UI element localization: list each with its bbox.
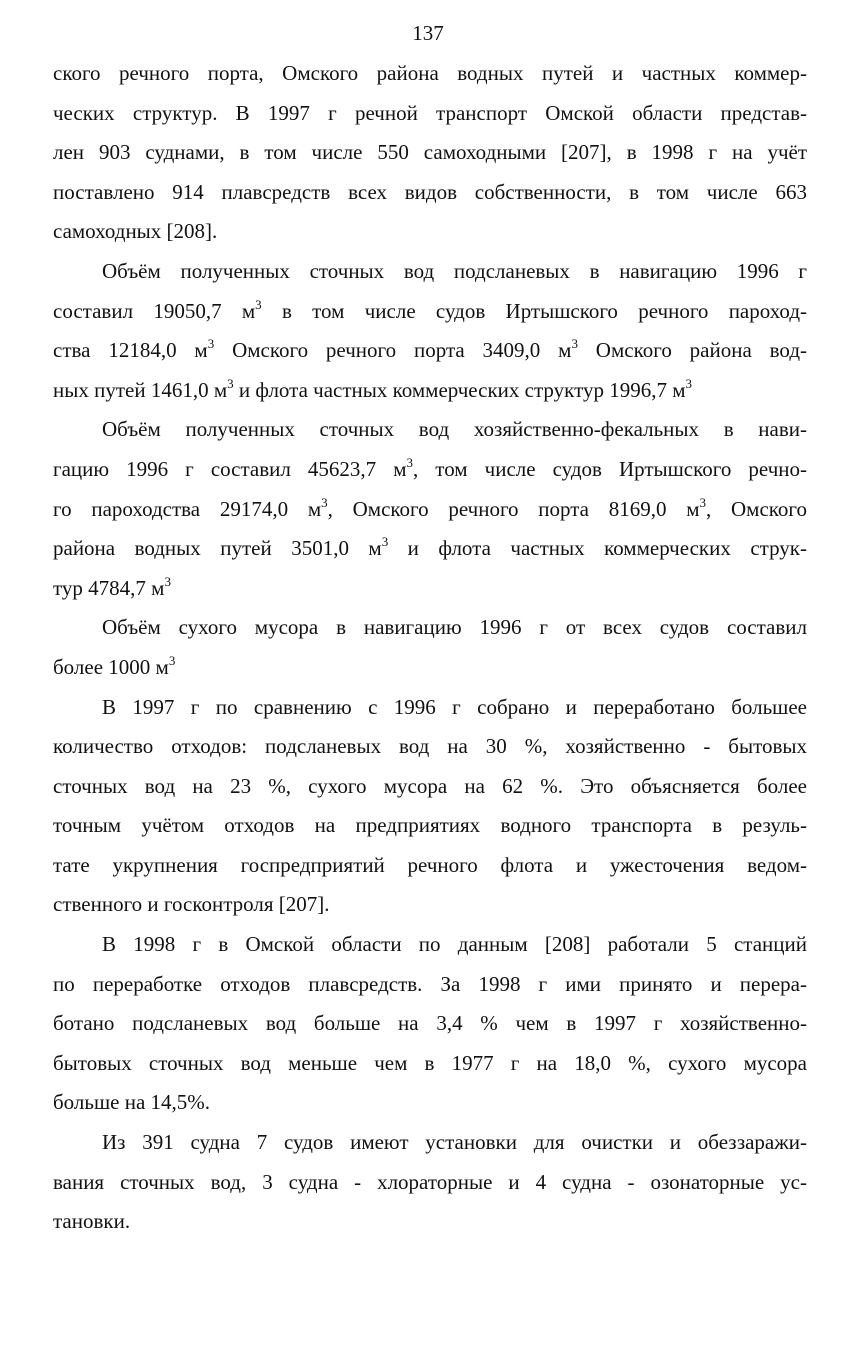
text-line: поставлено 914 плавсредств всех видов собственности, в том числе 663 bbox=[53, 179, 807, 204]
paragraph bbox=[53, 54, 807, 252]
superscript: 3 bbox=[164, 573, 171, 589]
text-line: В 1998 г в Омской области по данным [208] работали 5 станций bbox=[102, 932, 807, 957]
text-line: ственного и госконтроля [207]. bbox=[53, 892, 330, 917]
text-line: района водных путей 3501,0 $м^3$ и флота частных коммерческих струк- bbox=[53, 534, 807, 561]
text-line: вания сточных вод, 3 судна - хлораторные и 4 судна - озонаторные ус- bbox=[53, 1169, 807, 1194]
paragraph bbox=[53, 410, 807, 608]
superscript: 3 bbox=[227, 375, 234, 391]
superscript: 3 bbox=[168, 652, 176, 668]
paragraph bbox=[53, 1123, 807, 1242]
text-line: более 1000 $м^3$ bbox=[53, 652, 176, 679]
text-line: ботано подсланевых вод больше на 3,4 % чем в 1997 г хозяйственно- bbox=[53, 1011, 807, 1036]
text-line: В 1997 г по сравнению с 1996 г собрано и переработано большее bbox=[102, 694, 807, 719]
text-line: ства 12184,0 $м^3$ Омского речного порта 3409,0 $м^3$ Омского района вод- bbox=[53, 336, 807, 363]
text-line: больше на 14,5%. bbox=[53, 1090, 211, 1115]
superscript: 3 bbox=[321, 494, 328, 510]
text-line: Объём полученных сточных вод хозяйственно-фекальных в нави- bbox=[102, 417, 807, 442]
text-line: гацию 1996 г составил 45623,7 $м^3$, том числе судов Иртышского речно- bbox=[53, 454, 807, 481]
text-line: ского речного порта, Омского района водных путей и частных коммер- bbox=[53, 61, 807, 85]
text-line: количество отходов: подсланевых вод на 30 %, хозяйственно - бытовых bbox=[53, 734, 807, 759]
superscript: 3 bbox=[406, 454, 414, 470]
superscript: 3 bbox=[255, 296, 262, 312]
superscript: 3 bbox=[571, 336, 578, 352]
text-line: по переработке отходов плавсредств. За 1998 г ими принято и перера- bbox=[53, 971, 807, 996]
superscript: 3 bbox=[699, 494, 707, 510]
text-line: тате укрупнения госпредприятий речного флота и ужесточения ведом- bbox=[53, 852, 807, 877]
text-line: самоходных [208]. bbox=[53, 219, 218, 244]
page-number: 137 bbox=[412, 21, 444, 45]
text-line: Объём сухого мусора в навигацию 1996 г от всех судов составил bbox=[102, 615, 807, 640]
paragraph bbox=[53, 252, 807, 410]
text-line: тур 4784,7 $м^3$ bbox=[53, 573, 171, 600]
paragraph bbox=[53, 925, 807, 1123]
paragraph bbox=[53, 688, 807, 926]
body-text bbox=[53, 54, 807, 1242]
text-line: ных путей 1461,0 $м^3$ и флота частных коммерческих структур 1996,7 $м^3$ bbox=[53, 375, 693, 402]
text-line: ческих структур. В 1997 г речной транспорт Омской области представ- bbox=[53, 100, 807, 125]
superscript: 3 bbox=[381, 534, 389, 550]
superscript: 3 bbox=[685, 375, 693, 391]
text-line: го пароходства 29174,0 $м^3$, Омского речного порта 8169,0 $м^3$, Омского bbox=[53, 494, 808, 521]
paragraph bbox=[53, 608, 807, 687]
text-line: Объём полученных сточных вод подсланевых в навигацию 1996 г bbox=[102, 258, 807, 283]
text-line: Из 391 судна 7 судов имеют установки для очистки и обеззаражи- bbox=[102, 1130, 807, 1155]
text-line: точным учётом отходов на предприятиях водного транспорта в резуль- bbox=[53, 813, 807, 838]
text-line: сточных вод на 23 %, сухого мусора на 62 %. Это объясняется более bbox=[53, 773, 807, 798]
text-line: лен 903 суднами, в том числе 550 самоходными [207], в 1998 г на учёт bbox=[53, 140, 807, 165]
superscript: 3 bbox=[207, 336, 215, 352]
text-line: бытовых сточных вод меньше чем в 1977 г на 18,0 %, сухого мусора bbox=[53, 1050, 807, 1075]
text-line: тановки. bbox=[53, 1209, 131, 1234]
text-line: составил 19050,7 $м^3$ в том числе судов Иртышского речного пароход- bbox=[53, 296, 808, 323]
